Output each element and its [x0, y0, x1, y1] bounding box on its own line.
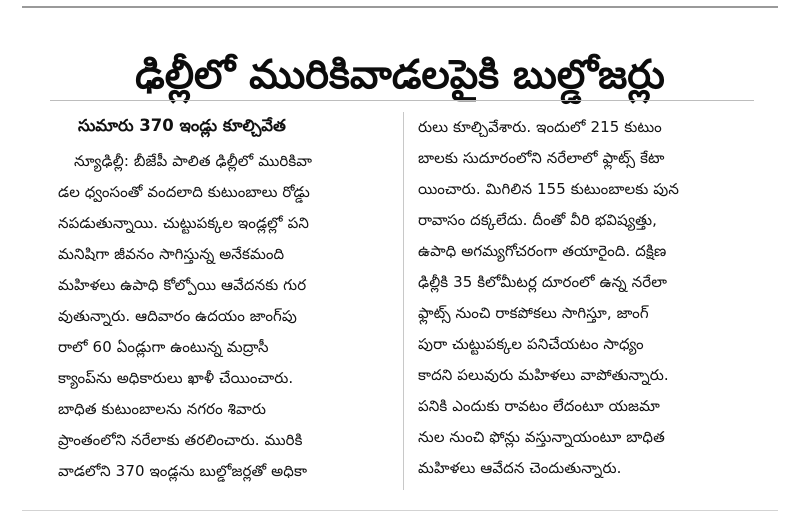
body-line: పనికి ఎందుకు రావటం లేదంటూ యజమా [418, 397, 660, 415]
body-line: ఢిల్లీకి 35 కిలోమీటర్ల దూరంలో ఉన్న నరేలా [418, 273, 668, 291]
column-divider [403, 112, 404, 490]
right-column [418, 112, 763, 484]
body-line: బాలకు సుదూరంలోని నరేలాలో ఫ్లాట్స్ కేటా [418, 149, 665, 167]
body-line: పురా చుట్టుపక్కల పనిచేయటం సాధ్యం [418, 335, 644, 353]
top-rule [22, 6, 778, 8]
body-line: నపడుతున్నాయి. చుట్టుపక్కల ఇండ్లల్లో పని [58, 214, 309, 232]
body-line: రావాసం దక్కలేదు. దీంతో వీరి భవిష్యత్తు, [418, 211, 658, 229]
body-line: కాదని పలువురు మహిళలు వాపోతున్నారు. [418, 366, 669, 384]
body-line: రులు కూల్చివేశారు. ఇందులో 215 కుటుం [418, 118, 662, 136]
body-line: రాలో 60 ఏండ్లుగా ఉంటున్న మద్రాసీ [58, 338, 269, 356]
body-line: బాధిత కుటుంబాలను నగరం శివారు [58, 400, 267, 418]
body-line: డల ధ్వంసంతో వందలాది కుటుంబాలు రోడ్డు [58, 183, 310, 201]
body-line: వుతున్నారు. ఆదివారం ఉదయం జాంగ్‌పు [58, 307, 297, 325]
body-line: ఉపాధి అగమ్యగోచరంగా తయారైంది. దక్షిణ [418, 242, 667, 260]
headline: ఢిల్లీలో మురికివాడలపైకి బుల్డోజర్లు [135, 51, 665, 98]
body-line: నుల నుంచి ఫోన్లు వస్తున్నాయంటూ బాధిత [418, 428, 665, 446]
body-line: యించారు. మిగిలిన 155 కుటుంబాలకు పున [418, 180, 679, 198]
headline-rule [50, 100, 754, 101]
left-column [58, 112, 403, 487]
body-line: న్యూఢిల్లీ: బీజేపీ పాలిత ఢిల్లీలో మురికివా [74, 152, 313, 170]
body-line: ఫ్లాట్స్ నుంచి రాకపోకలు సాగిస్తూ, జాంగ్ [418, 304, 649, 322]
subheadline: సుమారు 370 ఇండ్లు కూల్చివేత [78, 116, 286, 135]
body-line: ప్రాంతంలోని నరేలాకు తరలించారు. మురికి [58, 431, 303, 449]
body-line: వాడలోని 370 ఇండ్లను బుల్డోజర్లతో అధికా [58, 462, 308, 480]
body-line: మహిళలు ఆవేదన చెందుతున్నారు. [418, 459, 622, 477]
body-line: క్యాంప్‌ను అధికారులు ఖాళీ చేయించారు. [58, 369, 294, 387]
body-line: మనిషిగా జీవనం సాగిస్తున్న అనేకమంది [58, 245, 285, 263]
body-line: మహిళలు ఉపాధి కోల్పోయి ఆవేదనకు గుర [58, 276, 307, 294]
bottom-rule [22, 510, 778, 511]
